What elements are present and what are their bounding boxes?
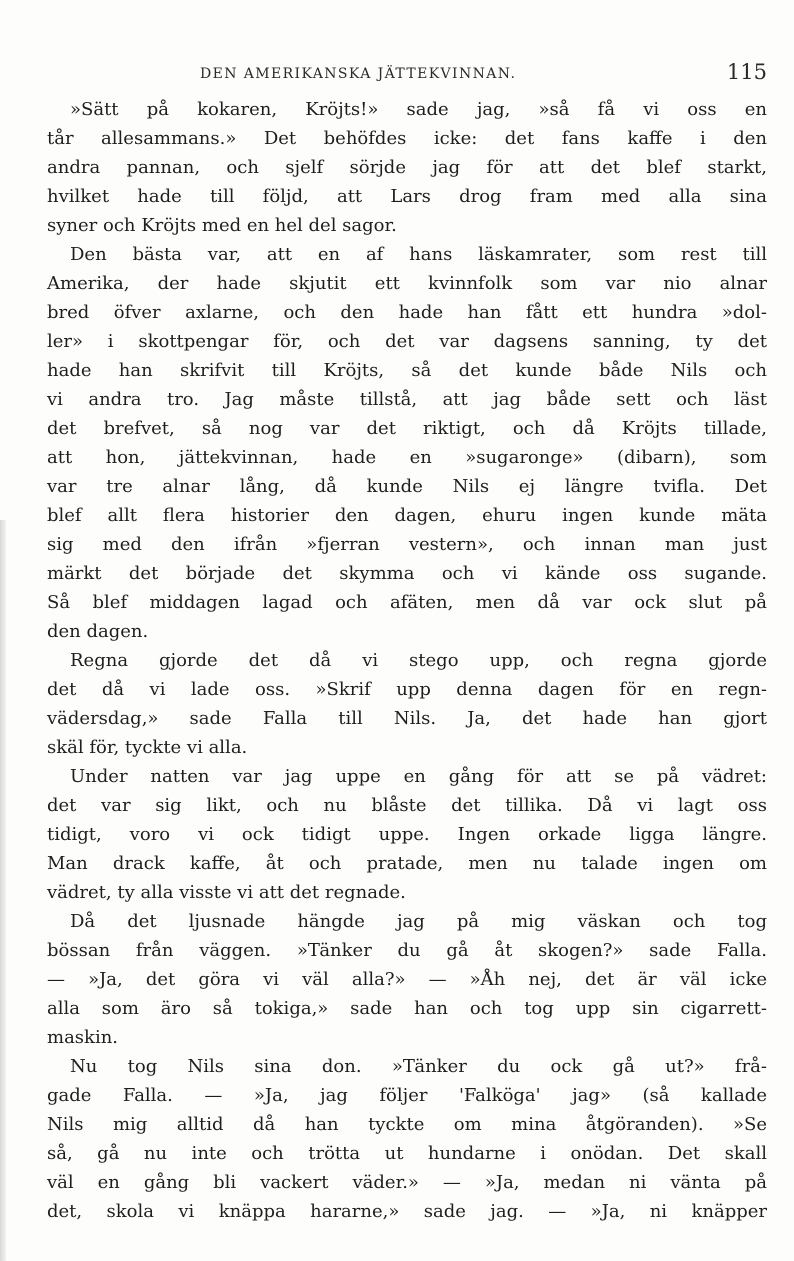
- text-line: märkt det började det skymma och vi kände oss sugande.: [47, 563, 767, 584]
- text-line: Under natten var jag uppe en gång för att se på vädret:: [70, 766, 767, 787]
- running-title: DEN AMERIKANSKA JÄTTEKVINNAN.: [200, 66, 517, 82]
- page-number: 115: [726, 60, 767, 84]
- text-line: vi andra tro. Jag måste tillstå, att jag både sett och läst: [47, 389, 767, 410]
- text-line: det var sig likt, och nu blåste det tillika. Då vi lagt oss: [47, 795, 767, 816]
- text-line: det brefvet, så nog var det riktigt, och då Kröjts tillade,: [47, 418, 767, 439]
- text-line: ler» i skottpengar för, och det var dagsens sanning, ty det: [47, 331, 767, 352]
- text-line: »Sätt på kokaren, Kröjts!» sade jag, »så få vi oss en: [70, 99, 767, 120]
- text-line: maskin.: [47, 1027, 119, 1048]
- text-line: Man drack kaffe, åt och pratade, men nu talade ingen om: [47, 853, 767, 874]
- text-line: Amerika, der hade skjutit ett kvinnfolk som var nio alnar: [47, 273, 767, 294]
- text-line: alla som äro så tokiga,» sade han och tog upp sin cigarrett-: [47, 998, 767, 1019]
- text-line: vädret, ty alla visste vi att det regnade.: [47, 882, 406, 903]
- text-line: så, gå nu inte och trötta ut hundarne i onödan. Det skall: [47, 1143, 767, 1164]
- text-line: gade Falla. — »Ja, jag följer 'Falköga' jag» (så kallade: [47, 1085, 767, 1106]
- page-edge-shadow: [0, 520, 6, 1261]
- text-line: det då vi lade oss. »Skrif upp denna dagen för en regn-: [47, 679, 767, 700]
- text-line: Då det ljusnade hängde jag på mig väskan och tog: [70, 911, 767, 932]
- text-line: hade han skrifvit till Kröjts, så det kunde både Nils och: [47, 360, 767, 381]
- text-line: syner och Kröjts med en hel del sagor.: [47, 215, 397, 236]
- text-line: det, skola vi knäppa hararne,» sade jag. — »Ja, ni knäpper: [47, 1201, 767, 1222]
- text-line: Nu tog Nils sina don. »Tänker du ock gå ut?» frå-: [70, 1056, 767, 1077]
- text-line: bössan från väggen. »Tänker du gå åt skogen?» sade Falla.: [47, 940, 767, 961]
- text-line: att hon, jättekvinnan, hade en »sugaronge» (dibarn), som: [47, 447, 767, 468]
- text-line: Så blef middagen lagad och afäten, men då var ock slut på: [47, 592, 767, 613]
- text-line: bred öfver axlarne, och den hade han fått ett hundra »dol-: [47, 302, 767, 323]
- text-line: Nils mig alltid då han tyckte om mina åtgöranden). »Se: [47, 1114, 767, 1135]
- text-line: vädersdag,» sade Falla till Nils. Ja, det hade han gjort: [47, 708, 767, 729]
- text-line: väl en gång bli vackert väder.» — »Ja, medan ni vänta på: [47, 1172, 767, 1193]
- text-line: andra pannan, och sjelf sörjde jag för att det blef starkt,: [47, 157, 767, 178]
- text-line: sig med den ifrån »fjerran vestern», och innan man just: [47, 534, 767, 555]
- text-line: tidigt, voro vi ock tidigt uppe. Ingen orkade ligga längre.: [47, 824, 767, 845]
- page-header: [47, 60, 767, 96]
- text-line: — »Ja, det göra vi väl alla?» — »Åh nej, det är väl icke: [47, 969, 767, 990]
- text-line: tår allesammans.» Det behöfdes icke: det fans kaffe i den: [47, 128, 767, 149]
- text-line: var tre alnar lång, då kunde Nils ej längre tvifla. Det: [47, 476, 767, 497]
- text-line: skäl för, tyckte vi alla.: [47, 737, 248, 758]
- body-text: [47, 95, 767, 1226]
- text-line: Regna gjorde det då vi stego upp, och regna gjorde: [70, 650, 767, 671]
- text-line: den dagen.: [47, 621, 149, 642]
- text-line: blef allt flera historier den dagen, ehuru ingen kunde mäta: [47, 505, 767, 526]
- text-line: hvilket hade till följd, att Lars drog fram med alla sina: [47, 186, 767, 207]
- text-line: Den bästa var, att en af hans läskamrater, som rest till: [70, 244, 767, 265]
